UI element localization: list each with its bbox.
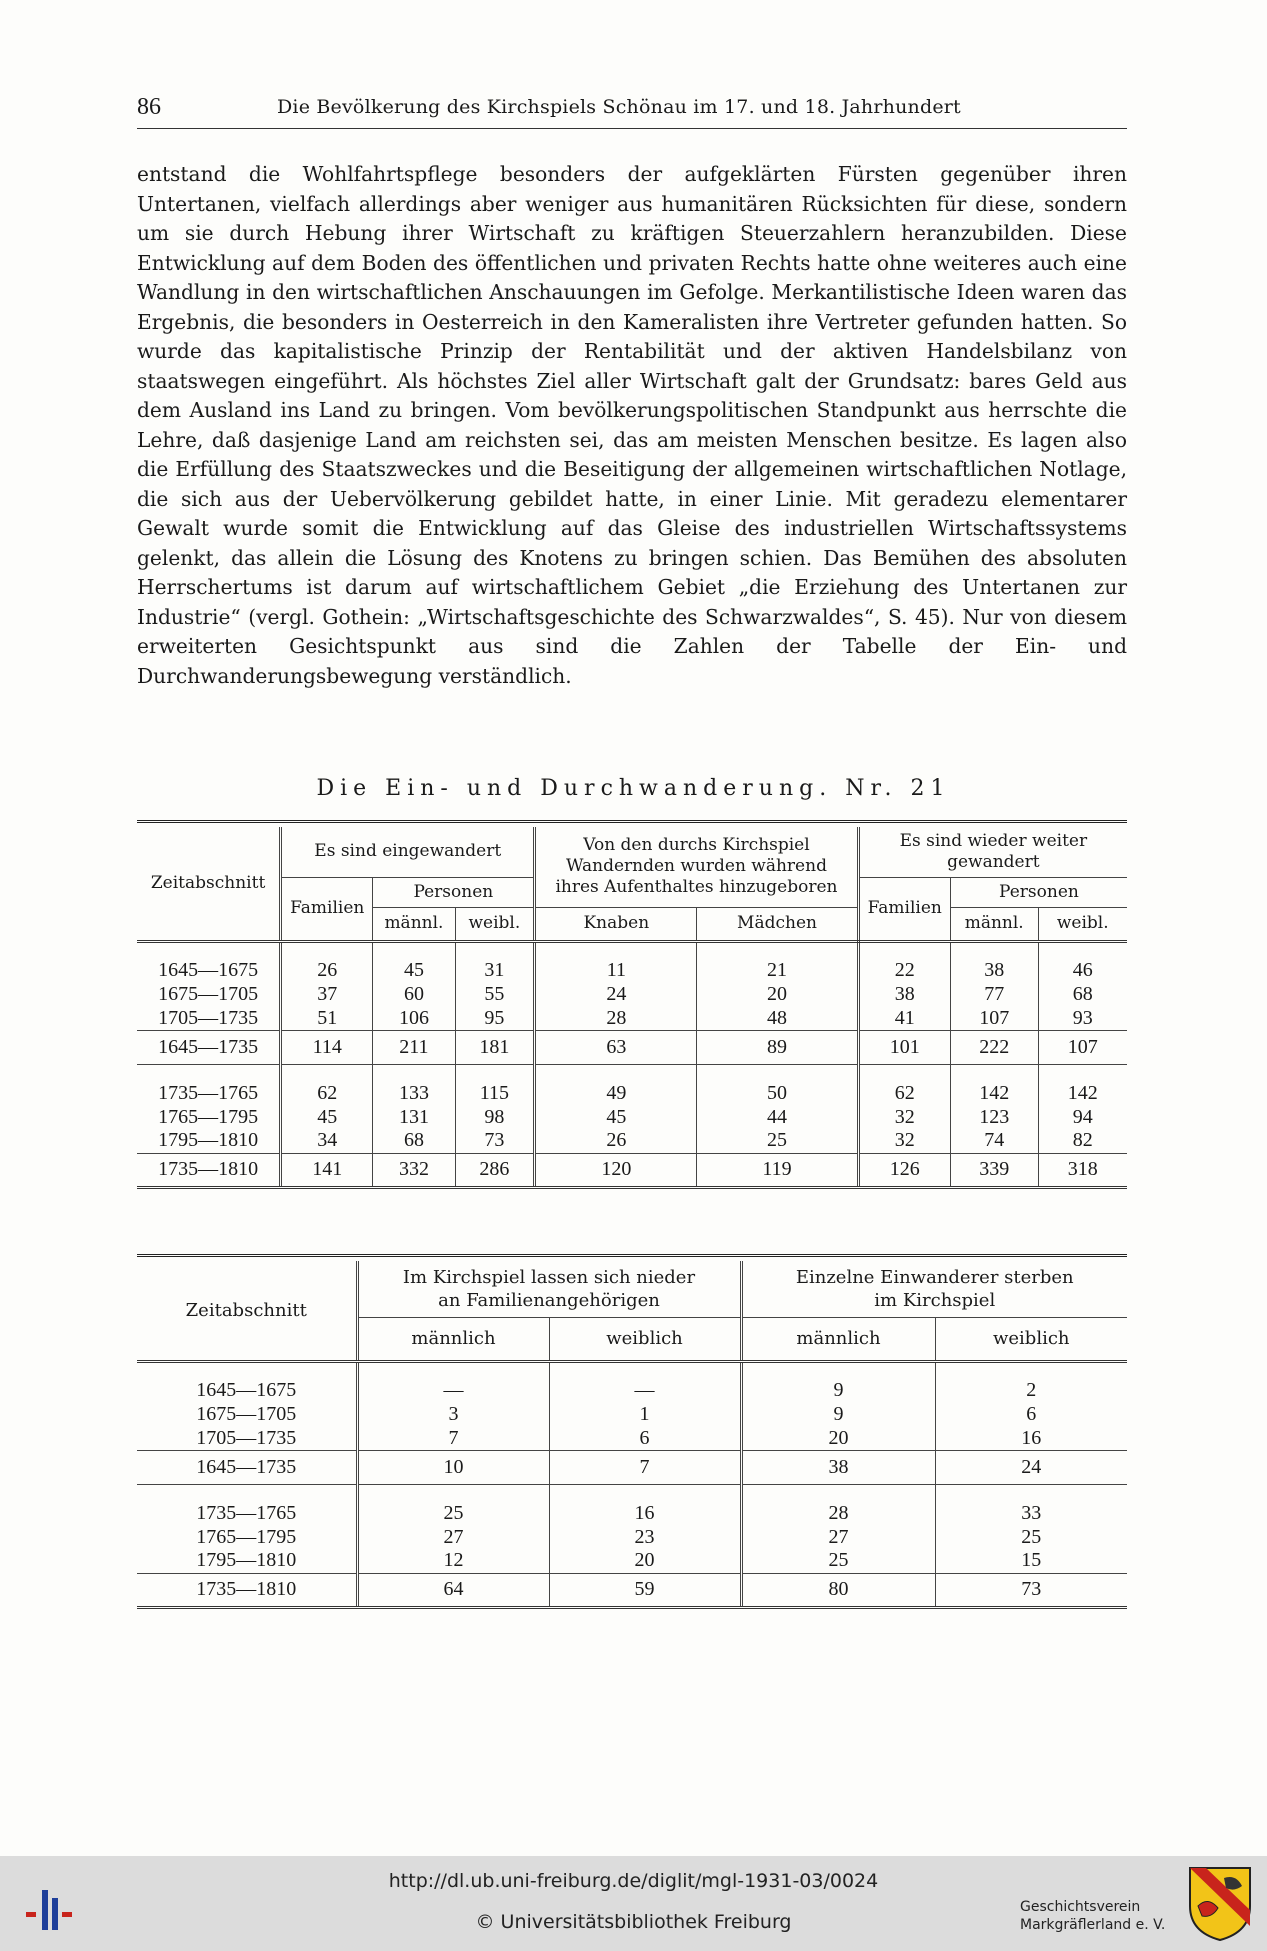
spacer-cell [1038,1065,1127,1082]
table-cell: 73 [455,1129,535,1153]
table-cell: 26 [535,1129,697,1153]
table-cell: 106 [373,1007,455,1031]
organization-name [1020,1898,1165,1934]
table-cell: 115 [455,1081,535,1105]
table-cell: 1705—1735 [196,1426,297,1449]
col-header-weiblich-2: weiblich [935,1317,1127,1361]
table-cell: 25 [935,1525,1127,1549]
table-cell: 1675—1705 [196,1403,297,1425]
table-cell: 1735—1765 [158,1081,259,1104]
total-cell: 114 [281,1031,373,1065]
total-row [137,1451,1127,1485]
table-row [137,1549,1127,1573]
table-cell: 48 [697,1007,858,1031]
table-cell: 9 [741,1403,935,1427]
spacer-cell [1038,941,1127,959]
table-cell: 6 [935,1403,1127,1427]
table-row [137,1129,1127,1153]
total-cell: 339 [950,1153,1038,1187]
table-cell: 33 [935,1501,1127,1525]
col-header-personen: Personen [373,877,535,907]
table-cell: 28 [741,1501,935,1525]
table-row [137,1081,1127,1105]
spacer-cell [935,1361,1127,1379]
spacer-row [137,1361,1127,1379]
spacer-cell [373,941,455,959]
table-cell: 37 [281,983,373,1007]
col-header-maennl-2: männl. [950,907,1038,941]
table-cell: 15 [935,1549,1127,1573]
table-row [137,1427,1127,1451]
table-cell: 28 [535,1007,697,1031]
spacer-cell [281,941,373,959]
table-cell: 2 [935,1379,1127,1403]
total-cell: 120 [535,1153,697,1187]
spacer-cell [137,1065,281,1082]
spacer-row [137,1065,1127,1082]
total-cell: 1645—1735 [137,1451,357,1485]
source-url-link[interactable]: http://dl.ub.uni-freiburg.de/diglit/mgl-1931-03/0024 [388,1870,879,1892]
table-row [137,983,1127,1007]
total-cell: 10 [357,1451,549,1485]
table-cell: 1645—1675 [196,1379,297,1401]
spacer-cell [535,1065,697,1082]
table-row [137,1525,1127,1549]
table-cell: 1 [549,1403,741,1427]
table-cell: 62 [858,1081,950,1105]
table-cell: 95 [455,1007,535,1031]
spacer-cell [137,1485,357,1502]
table-cell: 3 [357,1403,549,1427]
col-header-weibl-2: weibl. [1038,907,1127,941]
spacer-row [137,1485,1127,1502]
table-cell: 26 [281,959,373,983]
spacer-cell [137,1361,357,1379]
table-row [137,1379,1127,1403]
table-row [137,1105,1127,1129]
col-header-hinzugeboren: Von den durchs Kirchspiel Wandernden wurden während ihres Aufenthaltes hinzugeboren [535,827,858,907]
table-cell: 123 [950,1105,1038,1129]
table-cell: 25 [741,1549,935,1573]
table-cell: 62 [281,1081,373,1105]
total-row [137,1153,1127,1187]
total-cell: 222 [950,1031,1038,1065]
table-cell: 1735—1765 [196,1501,297,1524]
table-row [137,1403,1127,1427]
table-cell: — [549,1379,741,1403]
col-header-niederlassen: Im Kirchspiel lassen sich nieder an Familienangehörigen [357,1261,741,1317]
spacer-cell [357,1361,549,1379]
table-row [137,959,1127,983]
spacer-cell [697,1065,858,1082]
table-cell: 41 [858,1007,950,1031]
table-cell: 25 [697,1129,858,1153]
page-number: 86 [137,94,161,120]
table-cell: 27 [741,1525,935,1549]
total-cell: 1645—1735 [137,1031,281,1065]
spacer-cell [455,941,535,959]
table-cell: 77 [950,983,1038,1007]
col-header-maedchen: Mädchen [697,907,858,941]
total-cell: 24 [935,1451,1127,1485]
total-cell: 318 [1038,1153,1127,1187]
total-cell: 286 [455,1153,535,1187]
table-cell: 55 [455,983,535,1007]
total-cell: 101 [858,1031,950,1065]
table-cell: 1765—1795 [158,1105,259,1128]
spacer-cell [281,1065,373,1082]
table-cell: 32 [858,1105,950,1129]
spacer-cell [137,941,281,959]
table-cell: 38 [950,959,1038,983]
total-cell: 7 [549,1451,741,1485]
spacer-cell [549,1485,741,1502]
total-cell: 119 [697,1153,858,1187]
table-cell: 50 [697,1081,858,1105]
table-cell: 31 [455,959,535,983]
table-cell: 21 [697,959,858,983]
table-row [137,1501,1127,1525]
table-cell: 45 [535,1105,697,1129]
table-cell: 107 [950,1007,1038,1031]
spacer-cell [373,1065,455,1082]
table-cell: 133 [373,1081,455,1105]
total-cell: 1735—1810 [137,1573,357,1607]
col-header-maennlich: männlich [357,1317,549,1361]
spacer-row [137,941,1127,959]
total-row [137,1573,1127,1607]
table-cell: 1765—1795 [196,1525,297,1548]
table-cell: 93 [1038,1007,1127,1031]
col-header-weiblich: weiblich [549,1317,741,1361]
table-cell: 44 [697,1105,858,1129]
spacer-cell [741,1485,935,1502]
table-cell: 16 [935,1427,1127,1451]
table-cell: 49 [535,1081,697,1105]
col-header-familien-2: Familien [858,877,950,941]
total-cell: 64 [357,1573,549,1607]
total-cell: 89 [697,1031,858,1065]
col-header-eingewandert: Es sind eingewandert [281,827,535,877]
spacer-cell [535,941,697,959]
copyright-text: © Universitätsbibliothek Freiburg [475,1911,792,1933]
table-cell: 20 [697,983,858,1007]
footer-bar [0,1856,1267,1951]
total-cell: 332 [373,1153,455,1187]
table-cell: 11 [535,959,697,983]
col-header-weibl: weibl. [455,907,535,941]
table-cell: 38 [858,983,950,1007]
table-cell: 20 [741,1427,935,1451]
table-row [137,1007,1127,1031]
total-cell: 181 [455,1031,535,1065]
spacer-cell [935,1485,1127,1502]
spacer-cell [950,941,1038,959]
org-line-2: Markgräflerland e. V. [1020,1917,1166,1933]
table-cell: 131 [373,1105,455,1129]
total-cell: 73 [935,1573,1127,1607]
table-cell: 1795—1810 [196,1549,297,1572]
coat-of-arms-icon [1188,1866,1252,1942]
table-cell: 94 [1038,1105,1127,1129]
col-header-maennlich-2: männlich [741,1317,935,1361]
spacer-cell [858,1065,950,1082]
total-cell: 38 [741,1451,935,1485]
total-cell: 107 [1038,1031,1127,1065]
col-header-familien: Familien [281,877,373,941]
table-cell: 1645—1675 [158,959,259,981]
col-header-zeitabschnitt-2: Zeitabschnitt [137,1261,357,1361]
spacer-cell [455,1065,535,1082]
body-paragraph [137,160,1127,691]
table-cell: 34 [281,1129,373,1153]
col-header-knaben: Knaben [535,907,697,941]
table-cell: 6 [549,1427,741,1451]
total-cell: 141 [281,1153,373,1187]
paragraph-text: entstand die Wohlfahrtspflege besonders der aufgeklärten Fürsten gegenüber ihren Untertanen, vielfach allerdings aber weniger aus humanitären Rücksichten für diese, sondern um sie durch Hebung ihrer Wirtschaft zu kräftigen Steuerzahlern heranzubilden. Diese Entwicklung auf dem Boden des öffentlichen und privaten Rechts hatte ohne weiteres auch eine Wandlung in den wirtschaftlichen Anschauungen im Gefolge. Merkantilistische Ideen waren das Ergebnis, die besonders in Oesterreich in den Kameralisten ihre Vertreter gefunden hatten. So wurde das kapitalistische Prinzip der Rentabilität und der aktiven Handelsbilanz von staatswegen eingeführt. Als höchstes Ziel aller Wirtschaft galt der Grundsatz: bares Geld aus dem Ausland ins Land zu bringen. Vom bevölkerungspolitischen Standpunkt aus herrschte die Lehre, daß dasjenige Land am reichsten sei, das am meisten Menschen besitze. Es lagen also die Erfüllung des Staatszweckes und die Beseitigung der allgemeinen wirtschaftlichen Notlage, die sich aus der Uebervölkerung gebildet hatte, in einer Linie. Mit geradezu elementarer Gewalt wurde somit die Entwicklung auf das Gleise des industriellen Wirtschaftssystems gelenkt, das allein die Lösung des Knotens zu bringen schien. Das Bemühen des absoluten Herrschertums ist darum auf wirtschaftlichem Gebiet „die Erziehung des Untertanen zur Industrie“ (vergl. Gothein: „Wirtschaftsgeschichte des Schwarzwaldes“, S. 45). Nur von diesem erweiterten Gesichtspunkt aus sind die Zahlen der Tabelle der Ein- und Durchwanderungsbewegung verständlich. [137,162,1127,688]
total-cell: 211 [373,1031,455,1065]
col-header-weiter-gewandert: Es sind wieder weiter gewandert [858,827,1127,877]
total-cell: 126 [858,1153,950,1187]
page-header [137,94,1127,129]
table-cell: 142 [950,1081,1038,1105]
table-cell: 25 [357,1501,549,1525]
table-caption: Die Ein- und Durchwanderung. Nr. 21 [316,776,951,801]
col-header-personen-2: Personen [950,877,1127,907]
total-row [137,1031,1127,1065]
settlement-death-table [137,1254,1127,1609]
total-cell: 63 [535,1031,697,1065]
table-cell: — [357,1379,549,1403]
table-cell: 1705—1735 [158,1006,259,1029]
table-cell: 16 [549,1501,741,1525]
col-header-sterben: Einzelne Einwanderer sterben im Kirchspiel [741,1261,1127,1317]
col-header-zeitabschnitt: Zeitabschnitt [137,827,281,941]
table-cell: 23 [549,1525,741,1549]
col-header-maennl: männl. [373,907,455,941]
spacer-cell [741,1361,935,1379]
total-cell: 80 [741,1573,935,1607]
table-cell: 45 [281,1105,373,1129]
table-cell: 45 [373,959,455,983]
table-cell: 7 [357,1427,549,1451]
table-cell: 98 [455,1105,535,1129]
table-cell: 12 [357,1549,549,1573]
total-cell: 59 [549,1573,741,1607]
table-cell: 9 [741,1379,935,1403]
table-cell: 60 [373,983,455,1007]
total-cell: 1735—1810 [137,1153,281,1187]
table-cell: 82 [1038,1129,1127,1153]
migration-table [137,820,1127,1189]
table-cell: 20 [549,1549,741,1573]
running-title: Die Bevölkerung des Kirchspiels Schönau im 17. und 18. Jahrhundert [277,96,961,118]
table-cell: 74 [950,1129,1038,1153]
table-cell: 68 [373,1129,455,1153]
table-cell: 51 [281,1007,373,1031]
table-cell: 142 [1038,1081,1127,1105]
table-cell: 46 [1038,959,1127,983]
spacer-cell [858,941,950,959]
table-cell: 68 [1038,983,1127,1007]
table-cell: 1795—1810 [158,1129,259,1152]
table-cell: 24 [535,983,697,1007]
table-cell: 1675—1705 [158,983,259,1005]
spacer-cell [697,941,858,959]
spacer-cell [357,1485,549,1502]
table-cell: 32 [858,1129,950,1153]
spacer-cell [549,1361,741,1379]
table-cell: 27 [357,1525,549,1549]
org-line-1: Geschichtsverein [1020,1899,1141,1915]
spacer-cell [950,1065,1038,1082]
table-cell: 22 [858,959,950,983]
